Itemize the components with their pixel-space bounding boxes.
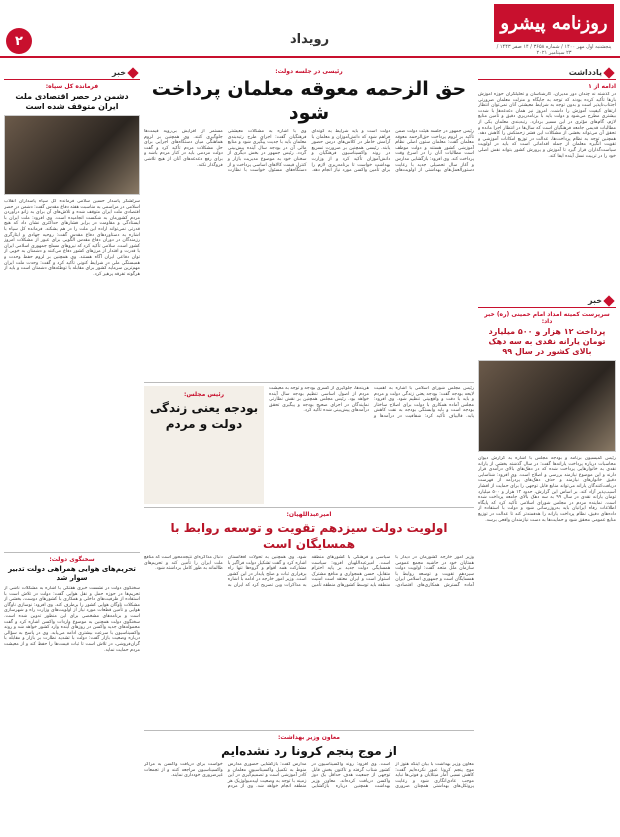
header-divider	[0, 56, 620, 58]
bottom-kicker: سخنگوی دولت:	[49, 556, 95, 563]
foreign-kicker: امیرعبداللهیان:	[286, 511, 332, 518]
covid-text: معاون وزیر بهداشت با بیان اینکه هنوز از موج پنجم کرونا عبور نکرده‌ایم گفت: کاهش نسبی آمار مبتلایان و فوتی‌ها نباید موجب عادی‌انگاری شود و رعایت پروتکل‌های بهداشتی همچنان ضروری است. وی افزود: روند واکسیناسیون در کشور شتاب گرفته و تاکنون بخش قابل توجهی از جمعیت هدف حداقل یک دوز واکسن دریافت کرده‌اند. معاون وزیر بهداشت همچنین درباره بازگشایی مدارس گفت: بازگشایی حضوری مدارس منوط به تکمیل واکسیناسیون معلمان و کادر آموزشی است و تصمیم‌گیری در این زمینه با توجه به وضعیت اپیدمیولوژیک هر منطقه انجام خواهد شد. وی از مردم خواست برای دریافت واکسن به مراکز واکسیناسیون مراجعه کنند و از تجمعات غیرضروری خودداری نمایند.	[144, 762, 474, 790]
section-divider	[144, 507, 474, 508]
news-section-label: خبر	[587, 296, 602, 305]
page-number: ۲	[6, 28, 32, 54]
diamond-icon	[127, 67, 138, 78]
note-section-bar	[478, 66, 616, 80]
section-divider	[144, 730, 474, 731]
top-text: سرلشکر پاسدار حسین سلامی فرمانده کل سپاه پاسداران انقلاب اسلامی در مراسمی به مناسبت هفته دفاع مقدس گفت: دشمن در حصر اقتصادی ملت ایران متوقف شده و تلاش‌های آن برای به زانو درآوردن مردم کشورمان به شکست انجامیده است. وی افزود: ملت ایران با ایستادگی و مقاومت در برابر فشارهای حداکثری نشان داد که هیچ قدرتی نمی‌تواند اراده این ملت را در هم بشکند. فرمانده کل سپاه با اشاره به دستاوردهای دفاع مقدس گفت: روحیه جهادی و ایثارگری رزمندگان در دوران دفاع مقدس الگویی برای عبور از مشکلات امروز کشور است. سلامی تأکید کرد که نیروهای مسلح جمهوری اسلامی ایران با قدرت و اقتدار از مرزهای کشور دفاع می‌کنند و دشمنان به خوبی از توان دفاعی ایران آگاه هستند. وی همچنین بر لزوم حفظ وحدت و همبستگی ملی در شرایط کنونی تأکید کرد و گفت: وحدت ملت ایران مهم‌ترین سرمایه کشور برای مقابله با توطئه‌های دشمنان است و باید از هرگونه تفرقه پرهیز کرد.	[4, 199, 140, 277]
masthead	[0, 0, 620, 56]
issue-info: پنجشنبه اول مهر ۱۴۰۰ / شماره ۳۶۵۸ / ۱۴ صفر ۱۴۴۳ / ۲۳ سپتامبر ۲۰۲۱	[496, 44, 612, 56]
budget-text-side: رئیس مجلس شورای اسلامی با اشاره به اهمیت لایحه بودجه گفت: بودجه یعنی زندگی دولت و مردم و باید با دقت و واقع‌بینی تنظیم شود. وی افزود: مجلس آماده همکاری با دولت برای اصلاح ساختار بودجه است و باید وابستگی بودجه به نفت کاهش یابد. قالیباف تأکید کرد: شفافیت در درآمدها و هزینه‌ها، جلوگیری از کسری بودجه و توجه به معیشت مردم از اصول اساسی تنظیم بودجه سال آینده خواهد بود. رئیس مجلس همچنین بر نقش نظارتی نمایندگان در اجرای صحیح بودجه و پیگیری تحقق درآمدهای پیش‌بینی شده تأکید کرد.	[269, 386, 474, 419]
bottom-text: سخنگوی دولت در نشست خبری هفتگی با اشاره به مشکلات ناشی از تحریم‌ها در حوزه حمل و نقل هوایی گفت: دولت در تلاش است با استفاده از ظرفیت‌های داخلی و همکاری با کشورهای دوست، بخشی از مشکلات ناوگان هوایی کشور را برطرف کند. وی افزود: نوسازی ناوگان هوایی و تأمین قطعات مورد نیاز از اولویت‌های وزارت راه و شهرسازی است و برنامه‌های مشخصی برای این منظور تدوین شده است. سخنگوی دولت همچنین به موضوع واردات واکسن اشاره کرد و گفت محموله‌های جدید واکسن در روزهای آینده وارد کشور خواهد شد و روند واکسیناسیون با سرعت بیشتری ادامه می‌یابد. وی در پاسخ به سؤالی درباره وضعیت بازار گفت: دولت با تشدید نظارت بر بازار و مقابله با گران‌فروشی، در تلاش است تا ثبات قیمت‌ها را حفظ کند و از معیشت مردم حمایت نماید.	[4, 586, 140, 653]
page-section-title: رویداد	[290, 32, 330, 47]
left-section-bar	[4, 66, 140, 80]
news-text: رئیس کمیسیون برنامه و بودجه مجلس با اشاره به گزارش دیوان محاسبات درباره پرداخت یارانه‌ها گفت: در سال گذشته بخشی از یارانه نقدی به خانوارهایی پرداخت شده که در دهک‌های بالای درآمدی قرار دارند و این موضوع نیازمند بررسی و اصلاح است. وی افزود: شناسایی دقیق خانوارهای نیازمند و حذف دهک‌های پردرآمد از فهرست دریافت‌کنندگان یارانه می‌تواند منابع قابل توجهی را برای حمایت از اقشار آسیب‌پذیر آزاد کند. بر اساس این گزارش، حدود ۱۲ هزار و ۵۰۰ میلیارد تومان یارانه نقدی در سال ۹۹ به سه دهک بالای جامعه پرداخت شده است. نماینده مردم در مجلس شورای اسلامی تأکید کرد که پایگاه اطلاعات رفاه ایرانیان باید به‌روزرسانی شود و دولت با استفاده از داده‌های دقیق، نظام پرداخت یارانه را هدفمندتر کند تا عدالت در توزیع منابع عمومی محقق شود و حمایت‌ها به دست نیازمندان واقعی برسد.	[478, 456, 616, 523]
lead-headline: حق الزحمه معوقه معلمان پرداخت شود	[151, 78, 467, 124]
budget-box	[144, 386, 264, 504]
note-kicker: ادامه از ۱	[588, 83, 616, 90]
note-section-label: یادداشت	[568, 68, 602, 77]
top-kicker: فرمانده کل سپاه:	[45, 83, 99, 90]
top-headline: دشمن در حصر اقتصادی ملت ایران متوقف شده است	[15, 92, 129, 111]
covid-headline: از موج پنجم کرونا رد نشده‌ایم	[221, 744, 397, 758]
bottom-headline: تحریم‌های هوایی همراهی دولت تدبیر سوار شد	[8, 565, 136, 582]
news-section-bar	[478, 294, 616, 308]
budget-kicker: رئیس مجلس:	[183, 391, 225, 398]
budget-block	[144, 386, 474, 504]
foreign-headline: اولویت دولت سیزدهم تقویت و توسعه روابط با همسایگان است	[170, 521, 448, 551]
newspaper-logo: روزنامه پیشرو	[494, 4, 614, 42]
note-text: در گذشته نه چندان دور مدیران، کارشناسان و تحلیلگران حوزه آموزش بارها تأکید کرده بودند که توجه به جایگاه و منزلت معلمان ضرورتی اجتناب‌ناپذیر است و بدون توجه به شرایط معیشتی آنان نمی‌توان انتظار ارتقای کیفیت آموزش را داشت. امروز نیز همان دغدغه‌ها با شدت بیشتری مطرح می‌شود و دولت باید با برنامه‌ریزی دقیق و تأمین منابع لازم، گام‌های مؤثری در این مسیر بردارد. رتبه‌بندی معلمان یکی از مطالبات قدیمی جامعه فرهنگیان است که سال‌ها در انتظار اجرا مانده و تحقق آن می‌تواند بخشی از مشکلات این قشر زحمتکش را کاهش دهد. همچنین توجه به نظام پرداخت‌ها، عدالت در توزیع امکانات آموزشی و تقویت انگیزه معلمان از جمله اقداماتی است که باید در اولویت سیاست‌گذاران قرار گیرد تا آموزش و پرورش کشور بتواند نقش اصلی خود را در تربیت نسل آینده ایفا کند.	[478, 92, 616, 159]
right-column	[478, 66, 616, 836]
center-column	[144, 66, 474, 836]
left-section-label: خبر	[111, 68, 126, 77]
foreign-text: وزیر امور خارجه کشورمان در دیدار با همتایان خود در حاشیه مجمع عمومی سازمان ملل متحد گفت: اولویت دولت سیزدهم تقویت و توسعه روابط با همسایگان است و جمهوری اسلامی ایران آماده گسترش همکاری‌های اقتصادی، سیاسی و فرهنگی با کشورهای منطقه است. امیرعبداللهیان افزود: سیاست همسایگی دولت جدید بر پایه احترام متقابل، حسن همجواری و منافع مشترک استوار است و ایران معتقد است امنیت منطقه باید توسط کشورهای منطقه تأمین شود. وی همچنین به تحولات افغانستان اشاره کرد و گفت تشکیل دولت فراگیر با مشارکت همه اقوام و گروه‌ها تنها راه برقراری ثبات و صلح پایدار در این کشور است. وزیر امور خارجه در ادامه با اشاره به مذاکرات وین تصریح کرد که ایران به دنبال مذاکره‌ای نتیجه‌محور است که منافع ملت ایران را تأمین کند و تحریم‌های ظالمانه به طور کامل برداشته شود.	[144, 555, 474, 588]
diamond-icon	[603, 67, 614, 78]
lead-kicker: رئیسی در جلسه دولت:	[275, 68, 343, 75]
covid-kicker: معاون وزیر بهداشت:	[278, 734, 340, 741]
diamond-icon	[603, 295, 614, 306]
budget-headline: بودجه یعنی زندگی دولت و مردم	[149, 401, 259, 431]
news-kicker: سرپرست کمیته امداد امام خمینی (ره) خبر داد:	[484, 311, 610, 325]
news-photo	[478, 360, 616, 452]
news-headline: پرداخت ۱۲ هزار و ۵۰۰ میلیارد تومان یارانه نقدی به سه دهک بالای کشور در سال ۹۹	[488, 327, 606, 356]
section-divider	[4, 552, 140, 553]
top-photo	[4, 115, 140, 195]
section-divider	[144, 382, 474, 383]
left-column	[4, 66, 140, 836]
lead-text: رئیس جمهور در جلسه هیئت دولت ضمن تأکید بر لزوم پرداخت حق‌الزحمه معوقه معلمان گفت: معلمان ستون اصلی نظام آموزشی کشور هستند و دولت موظف است مطالبات آنان را در اسرع وقت پرداخت کند. وی افزود: بازگشایی مدارس و آغاز سال تحصیلی جدید با رعایت دستورالعمل‌های بهداشتی از اولویت‌های دولت است و باید شرایط به گونه‌ای فراهم شود که دانش‌آموزان و معلمان با آرامش خاطر در کلاس‌های درس حضور یابند. رئیسی همچنین بر ضرورت تسریع در روند واکسیناسیون فرهنگیان و دانش‌آموزان تأکید کرد و از وزارت بهداشت خواست تا برنامه‌ریزی لازم را برای تأمین واکسن مورد نیاز انجام دهد. وی با اشاره به مشکلات معیشتی فرهنگیان گفت: اجرای طرح رتبه‌بندی معلمان باید با جدیت پیگیری شود و منابع مالی آن در بودجه سال آینده پیش‌بینی گردد. رئیس جمهور در بخش دیگری از سخنان خود به موضوع مدیریت بازار و کنترل قیمت کالاهای اساسی پرداخت و از دستگاه‌های مسئول خواست با نظارت مستمر از افزایش بی‌رویه قیمت‌ها جلوگیری کنند. وی همچنین بر لزوم هماهنگی میان دستگاه‌های اجرایی برای حل مشکلات مردم تأکید کرد و گفت دولت مردمی باید در کنار مردم باشد و برای رفع دغدغه‌های آنان از هیچ تلاشی فروگذار نکند.	[144, 129, 474, 174]
